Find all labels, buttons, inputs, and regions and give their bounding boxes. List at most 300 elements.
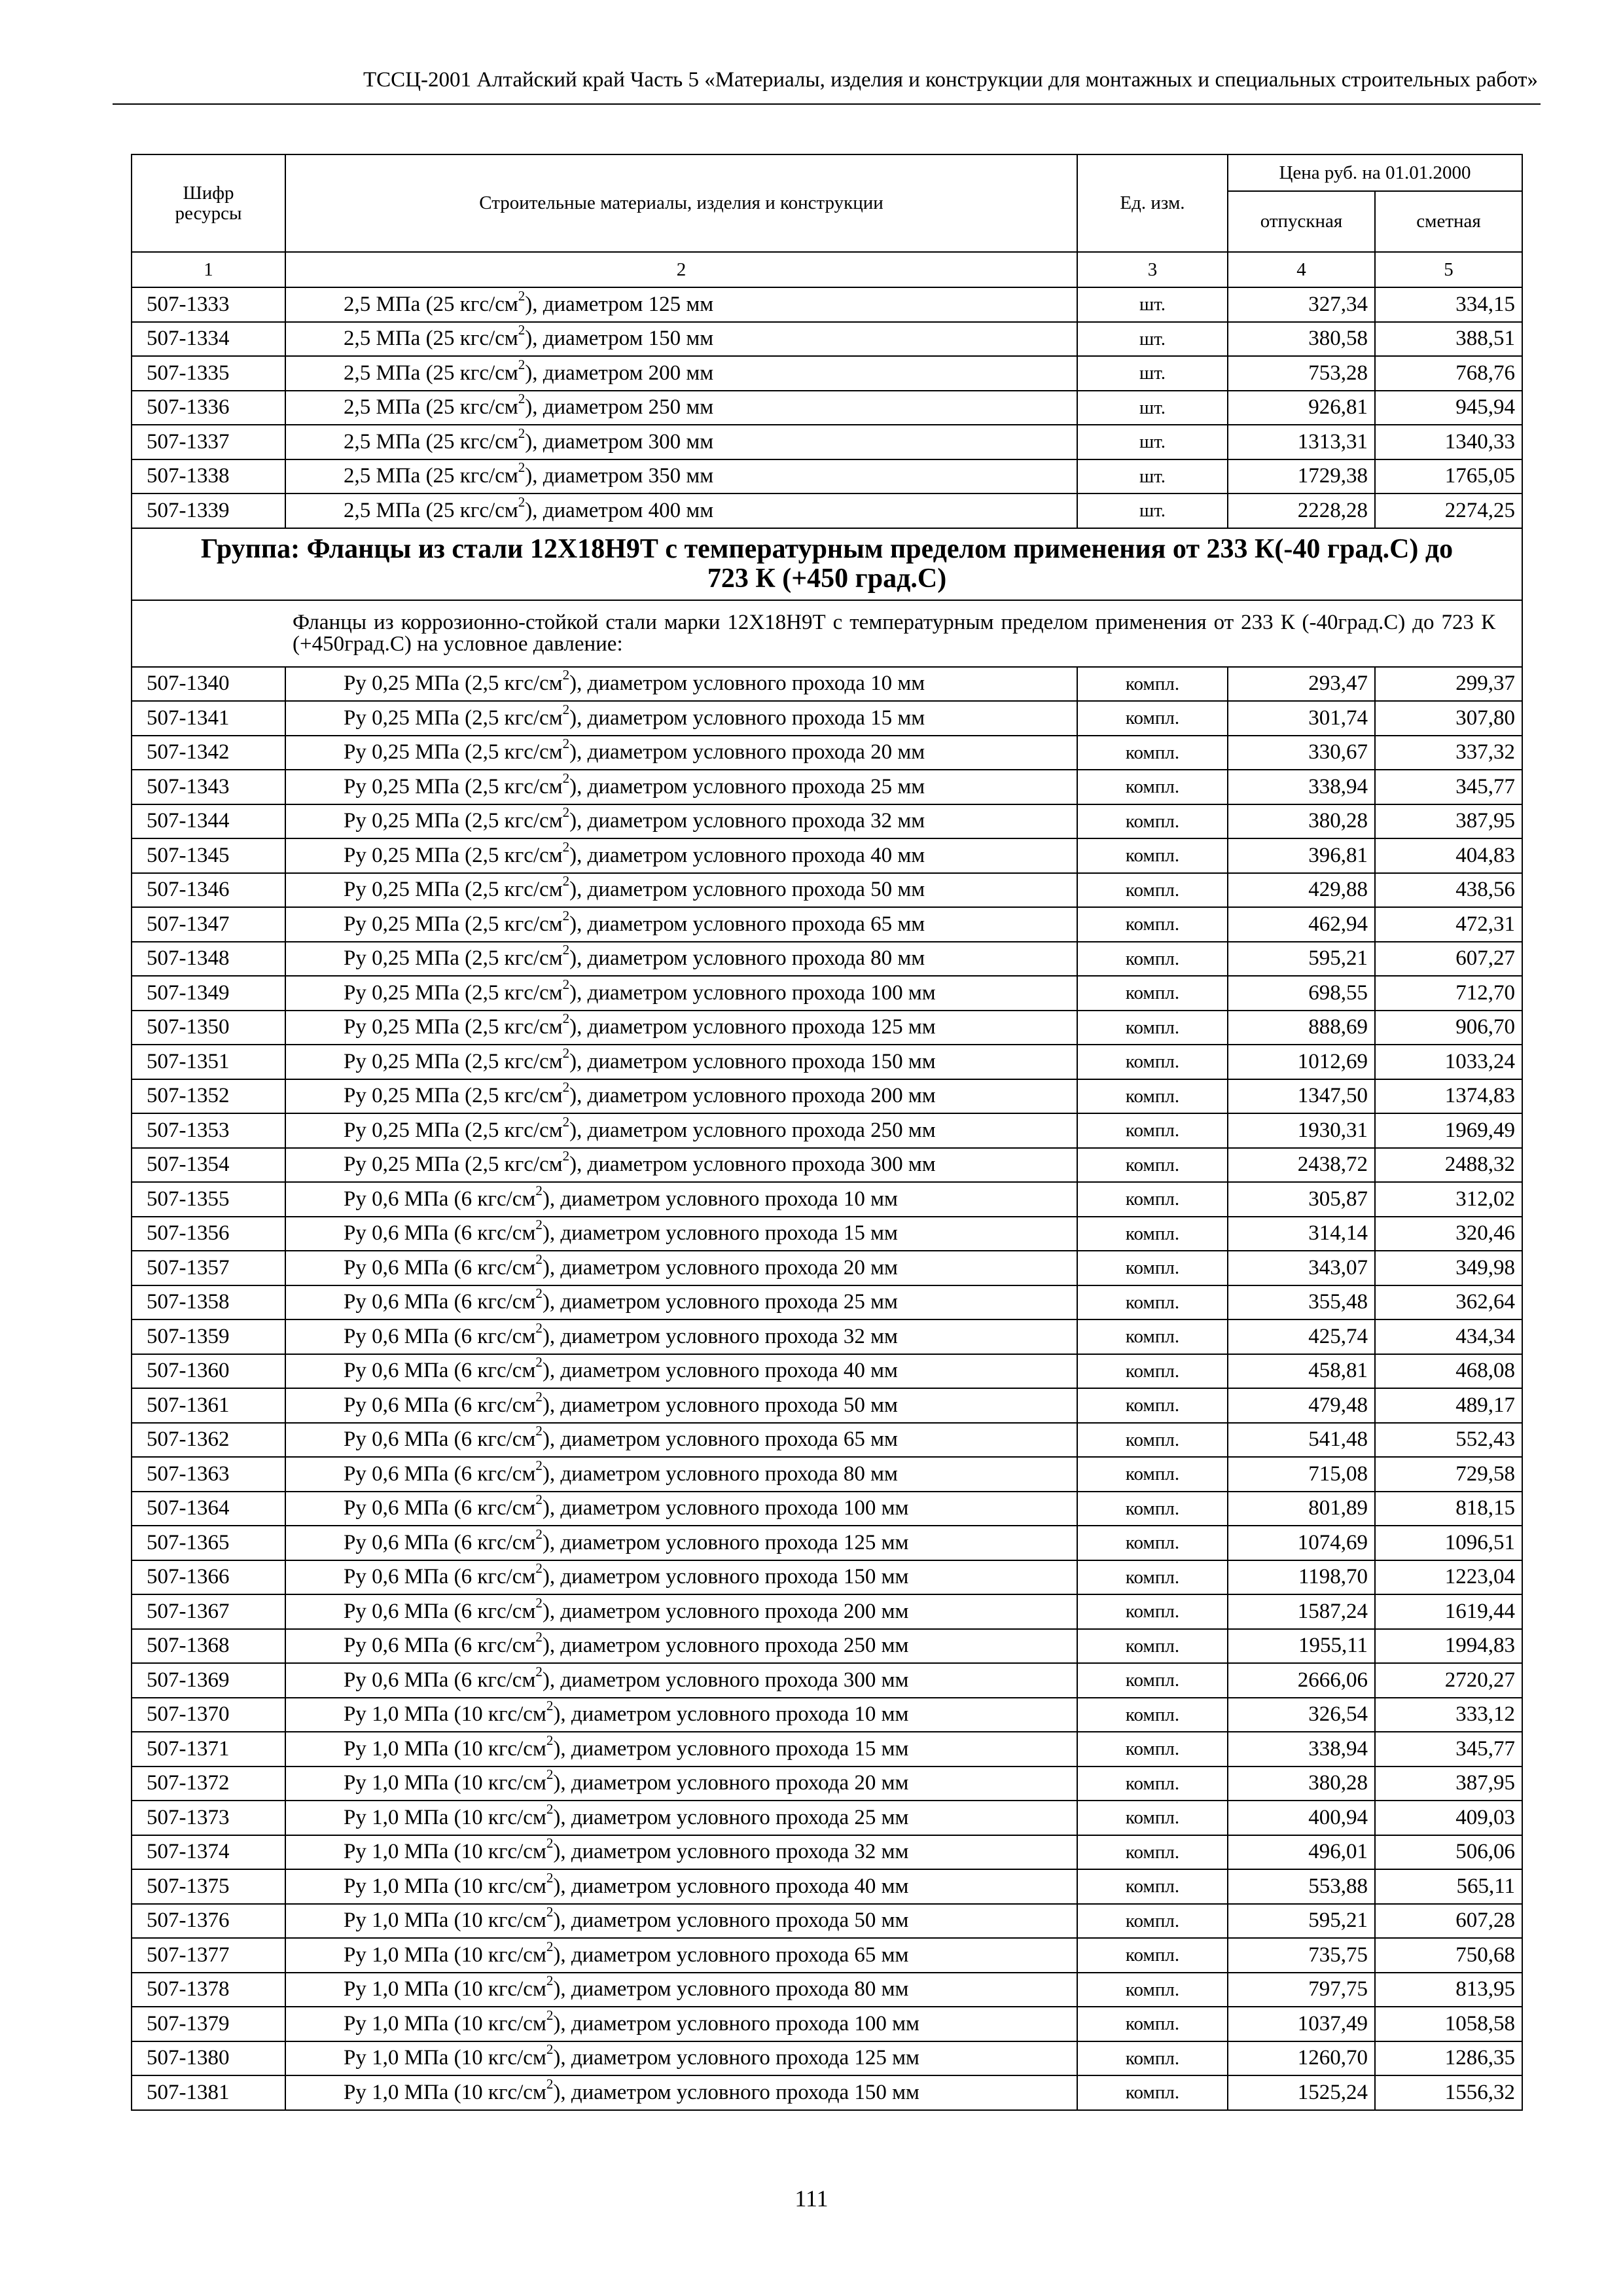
col-number: 1 — [132, 252, 285, 287]
item-text: ), диаметром условного прохода 250 мм — [542, 1634, 909, 1658]
resource-code: 507-1351 — [132, 1045, 285, 1079]
item-text: Ру 0,25 МПа (2,5 кгс/см — [344, 1015, 563, 1039]
item-text: Ру 0,25 МПа (2,5 кгс/см — [344, 980, 563, 1005]
item-text: ), диаметром условного прохода 20 мм — [542, 1255, 898, 1280]
superscript: 2 — [562, 701, 570, 717]
release-price: 479,48 — [1228, 1388, 1375, 1423]
release-price: 293,47 — [1228, 667, 1375, 702]
item-text: ), диаметром условного прохода 50 мм — [553, 1909, 909, 1933]
release-price: 1525,24 — [1228, 2075, 1375, 2110]
resource-code: 507-1359 — [132, 1319, 285, 1354]
table-row — [132, 1045, 1522, 1079]
resource-code: 507-1342 — [132, 736, 285, 770]
estimate-price: 768,76 — [1375, 356, 1522, 391]
estimate-price: 320,46 — [1375, 1217, 1522, 1251]
unit: компл. — [1077, 873, 1228, 908]
resource-code: 507-1365 — [132, 1526, 285, 1560]
release-price: 305,87 — [1228, 1182, 1375, 1217]
item-text: 2,5 МПа (25 кгс/см — [344, 395, 518, 420]
release-price: 715,08 — [1228, 1457, 1375, 1492]
col-number: 4 — [1228, 252, 1375, 287]
superscript: 2 — [535, 1492, 543, 1508]
superscript: 2 — [546, 2075, 554, 2092]
item-text: ), диаметром условного прохода 40 мм — [569, 843, 925, 867]
unit: компл. — [1077, 2075, 1228, 2110]
estimate-price: 387,95 — [1375, 804, 1522, 839]
estimate-price: 1969,49 — [1375, 1113, 1522, 1148]
estimate-price: 1223,04 — [1375, 1560, 1522, 1595]
unit: компл. — [1077, 1629, 1228, 1664]
resource-code: 507-1353 — [132, 1113, 285, 1148]
release-price: 1260,70 — [1228, 2041, 1375, 2076]
table-row — [132, 1251, 1522, 1285]
estimate-price: 438,56 — [1375, 873, 1522, 908]
item-text: ), диаметром условного прохода 40 мм — [553, 1874, 909, 1898]
table-row — [132, 1973, 1522, 2007]
item-text: Ру 0,6 МПа (6 кгс/см — [344, 1462, 536, 1486]
unit: компл. — [1077, 1113, 1228, 1148]
unit: компл. — [1077, 1526, 1228, 1560]
item-description — [285, 2007, 1077, 2041]
item-text: ), диаметром условного прохода 10 мм — [569, 672, 925, 696]
item-text: Ру 1,0 МПа (10 кгс/см — [344, 1977, 546, 2001]
release-price: 797,75 — [1228, 1973, 1375, 2007]
item-text: ), диаметром условного прохода 10 мм — [542, 1187, 898, 1211]
table-row — [132, 1354, 1522, 1389]
estimate-price: 1096,51 — [1375, 1526, 1522, 1560]
item-description — [285, 287, 1077, 322]
item-text: ), диаметром условного прохода 100 мм — [553, 2011, 919, 2036]
superscript: 2 — [535, 1354, 543, 1371]
page-header: ТССЦ-2001 Алтайский край Часть 5 «Материалы, изделия и конструкции для монтажных и специальных строительных работ» — [363, 68, 1538, 92]
resource-code: 507-1333 — [132, 287, 285, 322]
resource-code: 507-1338 — [132, 459, 285, 494]
table-row — [132, 1801, 1522, 1835]
unit: компл. — [1077, 976, 1228, 1011]
item-text: ), диаметром условного прохода 65 мм — [542, 1427, 898, 1452]
superscript: 2 — [562, 942, 570, 958]
table-row — [132, 1148, 1522, 1183]
table-row — [132, 976, 1522, 1011]
item-text: ), диаметром условного прохода 10 мм — [553, 1702, 909, 1727]
col-header-estimate: сметная — [1375, 191, 1522, 252]
release-price: 496,01 — [1228, 1835, 1375, 1870]
item-text: ), диаметром условного прохода 200 мм — [569, 1084, 936, 1108]
unit: компл. — [1077, 1560, 1228, 1595]
table-row — [132, 1629, 1522, 1664]
table-row — [132, 356, 1522, 391]
superscript: 2 — [546, 1938, 554, 1954]
item-text: ), диаметром условного прохода 25 мм — [542, 1290, 898, 1314]
resource-code: 507-1345 — [132, 838, 285, 873]
superscript: 2 — [535, 1526, 543, 1542]
superscript: 2 — [562, 1045, 570, 1061]
resource-code: 507-1347 — [132, 907, 285, 942]
resource-code: 507-1373 — [132, 1801, 285, 1835]
item-text: Ру 1,0 МПа (10 кгс/см — [344, 1805, 546, 1829]
release-price: 2228,28 — [1228, 493, 1375, 528]
item-text: ), диаметром условного прохода 32 мм — [542, 1324, 898, 1348]
unit: компл. — [1077, 1698, 1228, 1732]
table-row — [132, 459, 1522, 494]
estimate-price: 468,08 — [1375, 1354, 1522, 1389]
estimate-price: 472,31 — [1375, 907, 1522, 942]
header-rule — [113, 103, 1541, 105]
table-row — [132, 701, 1522, 736]
item-description — [285, 1663, 1077, 1698]
item-description — [285, 1148, 1077, 1183]
item-text: ), диаметром условного прохода 25 мм — [569, 774, 925, 798]
item-text: Ру 0,6 МПа (6 кгс/см — [344, 1359, 536, 1383]
unit: компл. — [1077, 1354, 1228, 1389]
release-price: 327,34 — [1228, 287, 1375, 322]
item-text: Ру 1,0 МПа (10 кгс/см — [344, 1909, 546, 1933]
unit: компл. — [1077, 1869, 1228, 1904]
table-row — [132, 736, 1522, 770]
estimate-price: 1058,58 — [1375, 2007, 1522, 2041]
estimate-price: 1374,83 — [1375, 1079, 1522, 1114]
estimate-price: 1619,44 — [1375, 1594, 1522, 1629]
col-header-code: Шифр ресурсы — [132, 154, 285, 252]
unit: компл. — [1077, 1285, 1228, 1320]
item-description — [285, 1319, 1077, 1354]
item-text: ), диаметром условного прохода 250 мм — [569, 1118, 936, 1142]
release-price: 1037,49 — [1228, 2007, 1375, 2041]
estimate-price: 729,58 — [1375, 1457, 1522, 1492]
resource-code: 507-1372 — [132, 1767, 285, 1801]
table-row — [132, 667, 1522, 702]
item-description — [285, 1732, 1077, 1767]
release-price: 595,21 — [1228, 942, 1375, 977]
item-text: Ру 0,25 МПа (2,5 кгс/см — [344, 1118, 563, 1142]
release-price: 338,94 — [1228, 1732, 1375, 1767]
estimate-price: 345,77 — [1375, 770, 1522, 804]
unit: компл. — [1077, 1457, 1228, 1492]
superscript: 2 — [562, 736, 570, 752]
item-text: Ру 0,6 МПа (6 кгс/см — [344, 1324, 536, 1348]
item-text: ), диаметром 400 мм — [525, 498, 714, 522]
item-text: 2,5 МПа (25 кгс/см — [344, 498, 518, 522]
superscript: 2 — [562, 1113, 570, 1130]
superscript: 2 — [535, 1388, 543, 1405]
unit: компл. — [1077, 1973, 1228, 2007]
item-text: Ру 0,6 МПа (6 кгс/см — [344, 1565, 536, 1589]
item-description — [285, 1423, 1077, 1458]
superscript: 2 — [562, 976, 570, 992]
superscript: 2 — [562, 770, 570, 786]
superscript: 2 — [535, 1560, 543, 1577]
item-text: Ру 0,6 МПа (6 кгс/см — [344, 1599, 536, 1623]
col-number: 2 — [285, 252, 1077, 287]
item-text: ), диаметром условного прохода 150 мм — [542, 1565, 909, 1589]
item-text: Ру 1,0 МПа (10 кгс/см — [344, 1771, 546, 1795]
table-row — [132, 1079, 1522, 1114]
item-text: ), диаметром условного прохода 300 мм — [542, 1668, 909, 1692]
release-price: 1198,70 — [1228, 1560, 1375, 1595]
superscript: 2 — [535, 1217, 543, 1233]
table-row — [132, 1011, 1522, 1045]
item-text: Ру 0,6 МПа (6 кгс/см — [344, 1221, 536, 1246]
unit: компл. — [1077, 736, 1228, 770]
estimate-price: 607,27 — [1375, 942, 1522, 977]
item-description — [285, 1801, 1077, 1835]
superscript: 2 — [562, 873, 570, 889]
table-row — [132, 1423, 1522, 1458]
superscript: 2 — [535, 1663, 543, 1679]
resource-code: 507-1344 — [132, 804, 285, 839]
estimate-price: 1994,83 — [1375, 1629, 1522, 1664]
estimate-price: 409,03 — [1375, 1801, 1522, 1835]
resource-code: 507-1348 — [132, 942, 285, 977]
item-text: Ру 1,0 МПа (10 кгс/см — [344, 1702, 546, 1727]
item-text: 2,5 МПа (25 кгс/см — [344, 464, 518, 488]
item-text: Ру 1,0 МПа (10 кгс/см — [344, 1736, 546, 1761]
release-price: 425,74 — [1228, 1319, 1375, 1354]
table-row — [132, 1698, 1522, 1732]
estimate-price: 1340,33 — [1375, 425, 1522, 459]
table-row — [132, 1869, 1522, 1904]
item-description — [285, 1113, 1077, 1148]
release-price: 1587,24 — [1228, 1594, 1375, 1629]
superscript: 2 — [535, 1629, 543, 1645]
item-description — [285, 1388, 1077, 1423]
item-text: 2,5 МПа (25 кгс/см — [344, 327, 518, 351]
unit: компл. — [1077, 1663, 1228, 1698]
release-price: 396,81 — [1228, 838, 1375, 873]
superscript: 2 — [546, 1869, 554, 1886]
table-row — [132, 1938, 1522, 1973]
unit: компл. — [1077, 804, 1228, 839]
resource-code: 507-1360 — [132, 1354, 285, 1389]
unit: компл. — [1077, 1251, 1228, 1285]
resource-code: 507-1368 — [132, 1629, 285, 1664]
item-text: Ру 0,25 МПа (2,5 кгс/см — [344, 740, 563, 764]
table-row — [132, 1285, 1522, 1320]
item-text: Ру 1,0 МПа (10 кгс/см — [344, 2046, 546, 2070]
item-description — [285, 1457, 1077, 1492]
unit: компл. — [1077, 1182, 1228, 1217]
unit: шт. — [1077, 493, 1228, 528]
estimate-price: 1033,24 — [1375, 1045, 1522, 1079]
release-price: 888,69 — [1228, 1011, 1375, 1045]
item-text: ), диаметром условного прохода 20 мм — [553, 1771, 909, 1795]
item-description — [285, 1767, 1077, 1801]
item-description — [285, 1354, 1077, 1389]
superscript: 2 — [518, 356, 526, 372]
item-description — [285, 356, 1077, 391]
estimate-price: 813,95 — [1375, 1973, 1522, 2007]
release-price: 380,58 — [1228, 322, 1375, 357]
unit: компл. — [1077, 2041, 1228, 2076]
superscript: 2 — [546, 1767, 554, 1783]
unit: шт. — [1077, 356, 1228, 391]
table-row — [132, 942, 1522, 977]
item-description — [285, 736, 1077, 770]
item-text: 2,5 МПа (25 кгс/см — [344, 292, 518, 316]
superscript: 2 — [546, 2041, 554, 2058]
item-text: Ру 0,25 МПа (2,5 кгс/см — [344, 1084, 563, 1108]
page-number: 111 — [794, 2185, 829, 2212]
item-text: ), диаметром условного прохода 100 мм — [569, 980, 936, 1005]
estimate-price: 945,94 — [1375, 391, 1522, 425]
estimate-price: 552,43 — [1375, 1423, 1522, 1458]
item-text: ), диаметром 150 мм — [525, 327, 714, 351]
superscript: 2 — [562, 1011, 570, 1027]
resource-code: 507-1369 — [132, 1663, 285, 1698]
superscript: 2 — [518, 459, 526, 476]
col-header-name: Строительные материалы, изделия и конструкции — [285, 154, 1077, 252]
unit: компл. — [1077, 1148, 1228, 1183]
item-text: ), диаметром условного прохода 20 мм — [569, 740, 925, 764]
col-header-unit: Ед. изм. — [1077, 154, 1228, 252]
release-price: 553,88 — [1228, 1869, 1375, 1904]
table-row — [132, 1560, 1522, 1595]
superscript: 2 — [546, 2007, 554, 2023]
unit: шт. — [1077, 322, 1228, 357]
superscript: 2 — [546, 1973, 554, 1989]
group-title: Группа: Фланцы из стали 12Х18Н9Т с температурным пределом применения от 233 К(-40 град.С) до 723 К (+450 град.С) — [132, 528, 1522, 600]
superscript: 2 — [518, 322, 526, 338]
release-price: 301,74 — [1228, 701, 1375, 736]
unit: компл. — [1077, 1732, 1228, 1767]
item-text: ), диаметром 300 мм — [525, 429, 714, 454]
item-text: ), диаметром условного прохода 65 мм — [553, 1943, 909, 1967]
estimate-price: 818,15 — [1375, 1492, 1522, 1526]
item-description — [285, 907, 1077, 942]
resource-code: 507-1357 — [132, 1251, 285, 1285]
unit: компл. — [1077, 942, 1228, 977]
item-text: Ру 0,25 МПа (2,5 кгс/см — [344, 774, 563, 798]
resource-code: 507-1350 — [132, 1011, 285, 1045]
item-description — [285, 1526, 1077, 1560]
release-price: 343,07 — [1228, 1251, 1375, 1285]
unit: компл. — [1077, 1079, 1228, 1114]
item-text: ), диаметром условного прохода 300 мм — [569, 1153, 936, 1177]
group-description: Фланцы из коррозионно-стойкой стали марки 12Х18Н9Т с температурным пределом применения от 233 К (-40град.С) до 723 К (+450град.С) на условное давление: — [132, 600, 1522, 667]
item-description — [285, 2075, 1077, 2110]
unit: компл. — [1077, 1767, 1228, 1801]
unit: шт. — [1077, 391, 1228, 425]
table-row — [132, 907, 1522, 942]
resource-code: 507-1364 — [132, 1492, 285, 1526]
release-price: 541,48 — [1228, 1423, 1375, 1458]
table-row — [132, 2007, 1522, 2041]
item-description — [285, 770, 1077, 804]
estimate-price: 750,68 — [1375, 1938, 1522, 1973]
table-row — [132, 1113, 1522, 1148]
resource-code: 507-1334 — [132, 322, 285, 357]
unit: компл. — [1077, 1388, 1228, 1423]
item-text: ), диаметром условного прохода 100 мм — [542, 1496, 909, 1520]
item-text: Ру 0,6 МПа (6 кгс/см — [344, 1668, 536, 1692]
item-text: ), диаметром условного прохода 80 мм — [569, 946, 925, 971]
resource-code: 507-1352 — [132, 1079, 285, 1114]
column-number-row — [132, 252, 1522, 287]
resource-code: 507-1381 — [132, 2075, 285, 2110]
item-text: ), диаметром условного прохода 50 мм — [569, 878, 925, 902]
item-text: ), диаметром условного прохода 25 мм — [553, 1805, 909, 1829]
item-text: Ру 0,25 МПа (2,5 кгс/см — [344, 843, 563, 867]
item-description — [285, 459, 1077, 494]
item-text: ), диаметром условного прохода 65 мм — [569, 912, 925, 936]
superscript: 2 — [546, 1698, 554, 1714]
superscript: 2 — [535, 1319, 543, 1336]
table-row — [132, 1767, 1522, 1801]
unit: компл. — [1077, 2007, 1228, 2041]
superscript: 2 — [562, 838, 570, 855]
table-row — [132, 1388, 1522, 1423]
group-row — [132, 528, 1522, 600]
item-description — [285, 1560, 1077, 1595]
superscript: 2 — [535, 1457, 543, 1473]
col-number: 3 — [1077, 252, 1228, 287]
table-row — [132, 287, 1522, 322]
item-text: ), диаметром 350 мм — [525, 464, 714, 488]
table-row — [132, 1217, 1522, 1251]
estimate-price: 404,83 — [1375, 838, 1522, 873]
item-description — [285, 1285, 1077, 1320]
superscript: 2 — [546, 1904, 554, 1920]
resource-code: 507-1349 — [132, 976, 285, 1011]
release-price: 1729,38 — [1228, 459, 1375, 494]
resource-code: 507-1362 — [132, 1423, 285, 1458]
item-text: Ру 0,6 МПа (6 кгс/см — [344, 1496, 536, 1520]
item-text: ), диаметром условного прохода 15 мм — [569, 706, 925, 730]
release-price: 1313,31 — [1228, 425, 1375, 459]
table-row — [132, 1904, 1522, 1939]
item-text: Ру 0,25 МПа (2,5 кгс/см — [344, 706, 563, 730]
table-row — [132, 1594, 1522, 1629]
estimate-price: 2488,32 — [1375, 1148, 1522, 1183]
resource-code: 507-1354 — [132, 1148, 285, 1183]
superscript: 2 — [535, 1251, 543, 1267]
resource-code: 507-1341 — [132, 701, 285, 736]
release-price: 801,89 — [1228, 1492, 1375, 1526]
unit: компл. — [1077, 838, 1228, 873]
superscript: 2 — [518, 425, 526, 441]
release-price: 1930,31 — [1228, 1113, 1375, 1148]
estimate-price: 345,77 — [1375, 1732, 1522, 1767]
resource-code: 507-1343 — [132, 770, 285, 804]
item-description — [285, 701, 1077, 736]
superscript: 2 — [562, 1079, 570, 1096]
item-text: ), диаметром условного прохода 40 мм — [542, 1359, 898, 1383]
unit: компл. — [1077, 1045, 1228, 1079]
item-text: ), диаметром условного прохода 150 мм — [553, 2080, 919, 2104]
table-row — [132, 493, 1522, 528]
release-price: 338,94 — [1228, 770, 1375, 804]
table-row — [132, 391, 1522, 425]
item-description — [285, 1973, 1077, 2007]
item-text: ), диаметром условного прохода 32 мм — [553, 1840, 909, 1864]
release-price: 698,55 — [1228, 976, 1375, 1011]
resource-code: 507-1336 — [132, 391, 285, 425]
resource-code: 507-1379 — [132, 2007, 285, 2041]
unit: компл. — [1077, 1801, 1228, 1835]
estimate-price: 307,80 — [1375, 701, 1522, 736]
table-row — [132, 838, 1522, 873]
estimate-price: 349,98 — [1375, 1251, 1522, 1285]
superscript: 2 — [546, 1801, 554, 1817]
table-row — [132, 1663, 1522, 1698]
item-text: ), диаметром условного прохода 32 мм — [569, 809, 925, 833]
item-description — [285, 1182, 1077, 1217]
item-text: Ру 0,6 МПа (6 кгс/см — [344, 1427, 536, 1452]
table-row — [132, 2075, 1522, 2110]
estimate-price: 299,37 — [1375, 667, 1522, 702]
item-text: ), диаметром условного прохода 125 мм — [569, 1015, 936, 1039]
estimate-price: 712,70 — [1375, 976, 1522, 1011]
